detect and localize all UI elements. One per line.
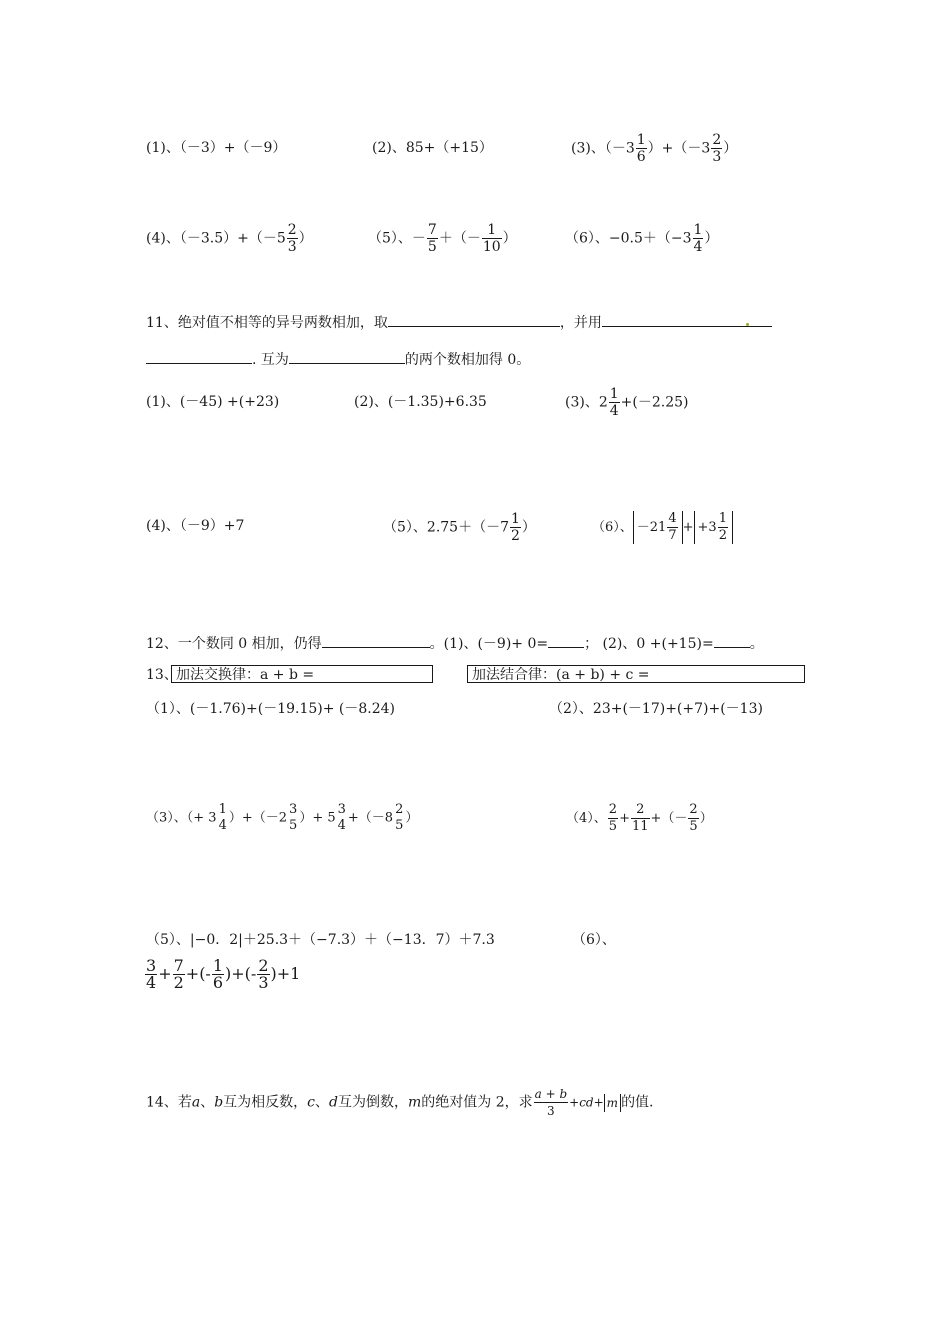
exercise-11-3: (3)、2 $\frac{1}{4}$ +(－2.25) xyxy=(565,386,689,419)
exercise-11-6: （6）、 －21 $\frac{4}{7}$ + +3 $\frac{1}{2}$ xyxy=(592,511,733,544)
question-11-line2: . 互为 的两个数相加得 0。 xyxy=(146,349,530,369)
question-11-line1: 11、绝对值不相等的异号两数相加，取 ，并用 xyxy=(146,312,772,332)
question-12: 12、一个数同 0 相加，仍得 。(1)、(－9)+ 0= ； (2)、0 +(+15)= 。 xyxy=(146,633,764,653)
exercise-13-1: （1）、(－1.76)+(－19.15)+ (－8.24) xyxy=(146,701,396,717)
exercise-11-2: (2)、(－1.35)+6.35 xyxy=(354,394,487,410)
question-14: 14、若a、b互为相反数，c、d互为倒数，m的绝对值为 2，求 $\frac{a + b}{3}$ +cd+ m 的值. xyxy=(146,1087,654,1118)
exercise-10-5: （5）、－ $\frac{7}{5}$ ＋（－ $\frac{1}{10}$ ） xyxy=(368,222,517,255)
blank-12-2[interactable] xyxy=(548,633,584,648)
exercise-11-1: (1)、(－45) +(+23) xyxy=(146,394,280,410)
exercise-10-1: (1)、（－3）+（－9） xyxy=(146,140,287,156)
exercise-11-5: （5）、2.75＋（－7 $\frac{1}{2}$ ） xyxy=(383,511,536,544)
exercise-10-3: (3)、（－3 $\frac{1}{6}$ ）+（－3 $\frac{2}{3}$ ） xyxy=(571,132,738,165)
blank-12-3[interactable] xyxy=(714,633,750,648)
exercise-13-6: $\frac{3}{4}$ + $\frac{7}{2}$ +(- $\frac{1}{6}$ )+(- $\frac{2}{3}$ )+1 xyxy=(146,956,301,992)
blank-11-1[interactable] xyxy=(388,312,560,327)
exercise-13-6-label: （6）、 xyxy=(572,932,616,948)
exercise-13-4: （4）、 $\frac{2}{5}$ + $\frac{2}{11}$ +（－ $\frac{2}{5}$ ） xyxy=(566,802,713,834)
exercise-10-6: （6）、−0.5＋（−3 $\frac{1}{4}$ ） xyxy=(565,222,719,255)
exercise-11-4: (4)、（－9）+7 xyxy=(146,518,245,534)
stray-dot xyxy=(746,323,749,326)
associative-law-box: 加法结合律：(a + b) + c = xyxy=(467,665,805,683)
question-13-label: 13、 xyxy=(146,667,178,683)
exercise-10-2: (2)、85+（+15） xyxy=(372,140,493,156)
exercise-13-3: （3）、（+ 3 1 4 ）+（－2 3 5 ）+ 5 3 4 +（－8 2 5 ） xyxy=(146,802,419,833)
blank-11-4[interactable] xyxy=(289,349,405,364)
commutative-law-box: 加法交换律：a + b = xyxy=(171,665,433,683)
exercise-10-4: (4)、（－3.5）+（－5 $\frac{2}{3}$ ） xyxy=(146,222,313,255)
exercise-13-2: （2）、23+(－17)+(+7)+(－13) xyxy=(549,701,763,717)
blank-11-3[interactable] xyxy=(146,349,252,364)
exercise-13-5: （5）、|−0．2|＋25.3＋（−7.3）＋（−13．7）＋7.3 xyxy=(146,932,495,948)
blank-12-1[interactable] xyxy=(322,633,430,648)
